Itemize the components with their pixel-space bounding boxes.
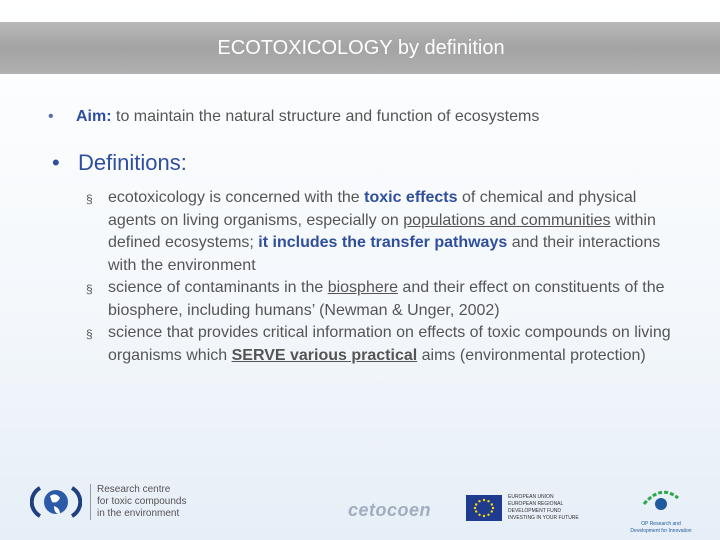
definition-item — [86, 187, 686, 277]
globe-icon — [30, 482, 82, 522]
square-bullet-icon: § — [86, 282, 93, 296]
definitions-heading: Definitions: — [78, 150, 187, 175]
op-rdi-text: OP Research and Development for Innovation — [630, 521, 692, 534]
def3-text: aims (environmental protection) — [417, 346, 646, 364]
def2-underline-biosphere: biosphere — [327, 279, 398, 296]
definitions-list — [86, 187, 686, 367]
def1-highlight-toxic-effects: toxic effects — [364, 189, 458, 206]
def1-text: of chemical and physical agents on living organisms, especially on — [108, 189, 637, 229]
definition-item — [86, 322, 686, 367]
title-bar — [0, 22, 720, 74]
def3-underline-serve: SERVE various practical — [231, 346, 418, 364]
eu-logo — [466, 494, 588, 522]
cetocoen-logo: cetocoen — [348, 500, 432, 520]
definitions-bullet — [52, 150, 187, 176]
recetox-text: Research centre for toxic compounds in the environment — [90, 484, 187, 520]
aim-bullet — [48, 108, 539, 126]
def2-text: and their effect on constituents of the biosphere, including humans’ (Newman & Unger, 2002) — [108, 279, 665, 319]
def1-highlight-transfer-pathways: it includes the transfer pathways — [258, 234, 508, 251]
recetox-logo — [30, 482, 187, 522]
def3-text: science that provides critical information on effects of toxic compounds on living organisms which — [108, 324, 671, 364]
slide-title: ECOTOXICOLOGY by definition — [217, 36, 505, 59]
footer-logos — [0, 470, 720, 540]
eu-text: EUROPEAN UNION EUROPEAN REGIONAL DEVELOPMENT FUND INVESTING IN YOUR FUTURE — [508, 494, 579, 521]
square-bullet-icon: § — [86, 192, 93, 206]
square-bullet-icon: § — [86, 327, 93, 341]
def1-text: ecotoxicology is concerned with the — [108, 189, 365, 206]
op-rdi-icon — [636, 488, 686, 514]
op-rdi-logo — [616, 488, 706, 535]
def1-underline-populations: populations and communities — [403, 211, 611, 229]
definition-item — [86, 277, 686, 322]
aim-label: Aim: — [76, 108, 112, 125]
aim-text: to maintain the natural structure and function of ecosystems — [111, 108, 540, 125]
def2-text: science of contaminants in the — [108, 279, 328, 296]
def1-text: within defined ecosystems; — [108, 211, 656, 251]
eu-flag-icon — [466, 495, 502, 521]
bullet-dot: • — [48, 108, 54, 125]
def1-text: and their interactions with the environment — [108, 234, 661, 274]
bullet-dot: • — [52, 150, 60, 175]
